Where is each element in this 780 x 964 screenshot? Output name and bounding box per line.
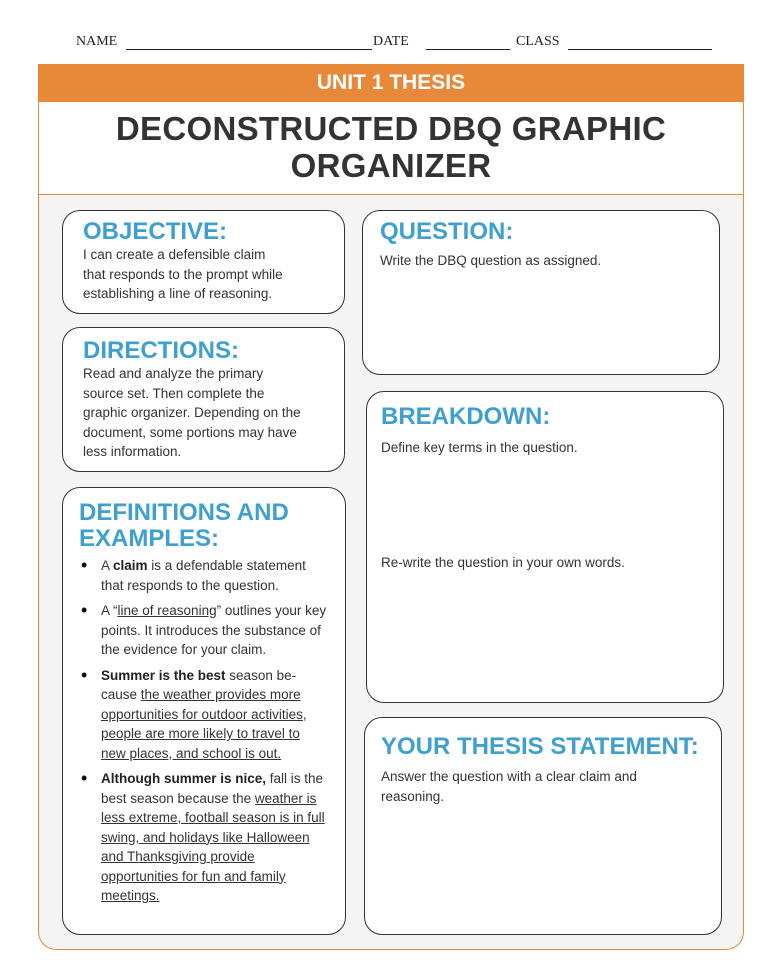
student-info-line [76,34,712,54]
definitions-heading [79,500,327,552]
example-summer: • Summer is the best season be-cause the weather provides more opportunities for outdoor activities, people are more likely to travel to new places, and school is out. [79,666,327,764]
line-of-reasoning-term: line of reasoning [117,603,217,618]
page-title-line2: ORGANIZER [290,147,492,184]
definitions-list [79,556,327,906]
example-fall: • Although summer is nice, fall is the best season because the weather is less extreme, football season is in full swing, and holidays like Halloween and Thanksgiving provide opportunities for fun and family meetings. [79,769,327,906]
directions-line-3: graphic organizer. Depending on the [83,405,301,420]
question-heading: QUESTION: [380,218,514,245]
directions-line-1: Read and analyze the primary [83,366,264,381]
fall-reasoning: weather is less extreme, football season is in full swing, and holidays like Halloween and Thanksgiving provide opportunities for fun and family meetings. [101,790,325,903]
page-title [39,110,743,184]
directions-line-5: less information. [83,444,182,459]
summer-claim: Summer is the best [101,667,226,683]
name-label: NAME [76,34,118,49]
breakdown-rewrite-question: Re-write the question in your own words. [381,554,625,570]
date-blank[interactable] [426,49,510,50]
thesis-card[interactable] [364,717,722,935]
directions-line-4: document, some portions may have [83,424,297,440]
title-area [39,102,743,195]
objective-heading: OBJECTIVE: [83,218,228,245]
definitions-card [62,487,346,935]
directions-line-2: source set. Then complete the [83,385,265,401]
thesis-heading: YOUR THESIS STATEMENT: [381,733,699,760]
fall-claim: Although summer is nice, [101,771,267,786]
objective-line-1: I can create a defensible claim [83,247,266,262]
directions-card [62,327,345,472]
question-instructions: Write the DBQ question as assigned. [380,253,602,268]
breakdown-heading: BREAKDOWN: [381,403,551,430]
class-blank[interactable] [568,49,712,50]
breakdown-define-terms: Define key terms in the question. [381,440,578,455]
breakdown-card[interactable] [366,391,724,703]
definition-claim: • A claim is a defendable statement that responds to the question. [79,556,327,595]
summer-reasoning: the weather provides more opportunities for outdoor activities, people are more likely to travel to new places, and school is out. [101,687,307,761]
date-label: DATE [373,34,409,49]
definitions-heading-line1: DEFINITIONS AND [79,499,289,526]
directions-heading: DIRECTIONS: [83,337,239,364]
class-label: CLASS [516,34,560,49]
objective-card [62,210,345,314]
objective-line-2: that responds to the prompt while [83,266,283,282]
organizer-frame [38,102,744,950]
definition-line-of-reasoning: • A “line of reasoning” outlines your key points. It introduces the substance of the evidence for your claim. [79,601,327,660]
question-card[interactable] [362,210,720,375]
page-title-line1: DECONSTRUCTED DBQ GRAPHIC [115,110,667,147]
thesis-line-2: reasoning. [381,788,445,804]
name-blank[interactable] [126,49,372,50]
definitions-heading-line2: EXAMPLES: [79,525,220,552]
thesis-line-1: Answer the question with a clear claim and [381,769,637,784]
objective-line-3: establishing a line of reasoning. [83,286,273,301]
unit-banner: UNIT 1 THESIS [38,64,744,102]
claim-term: claim [113,558,148,573]
